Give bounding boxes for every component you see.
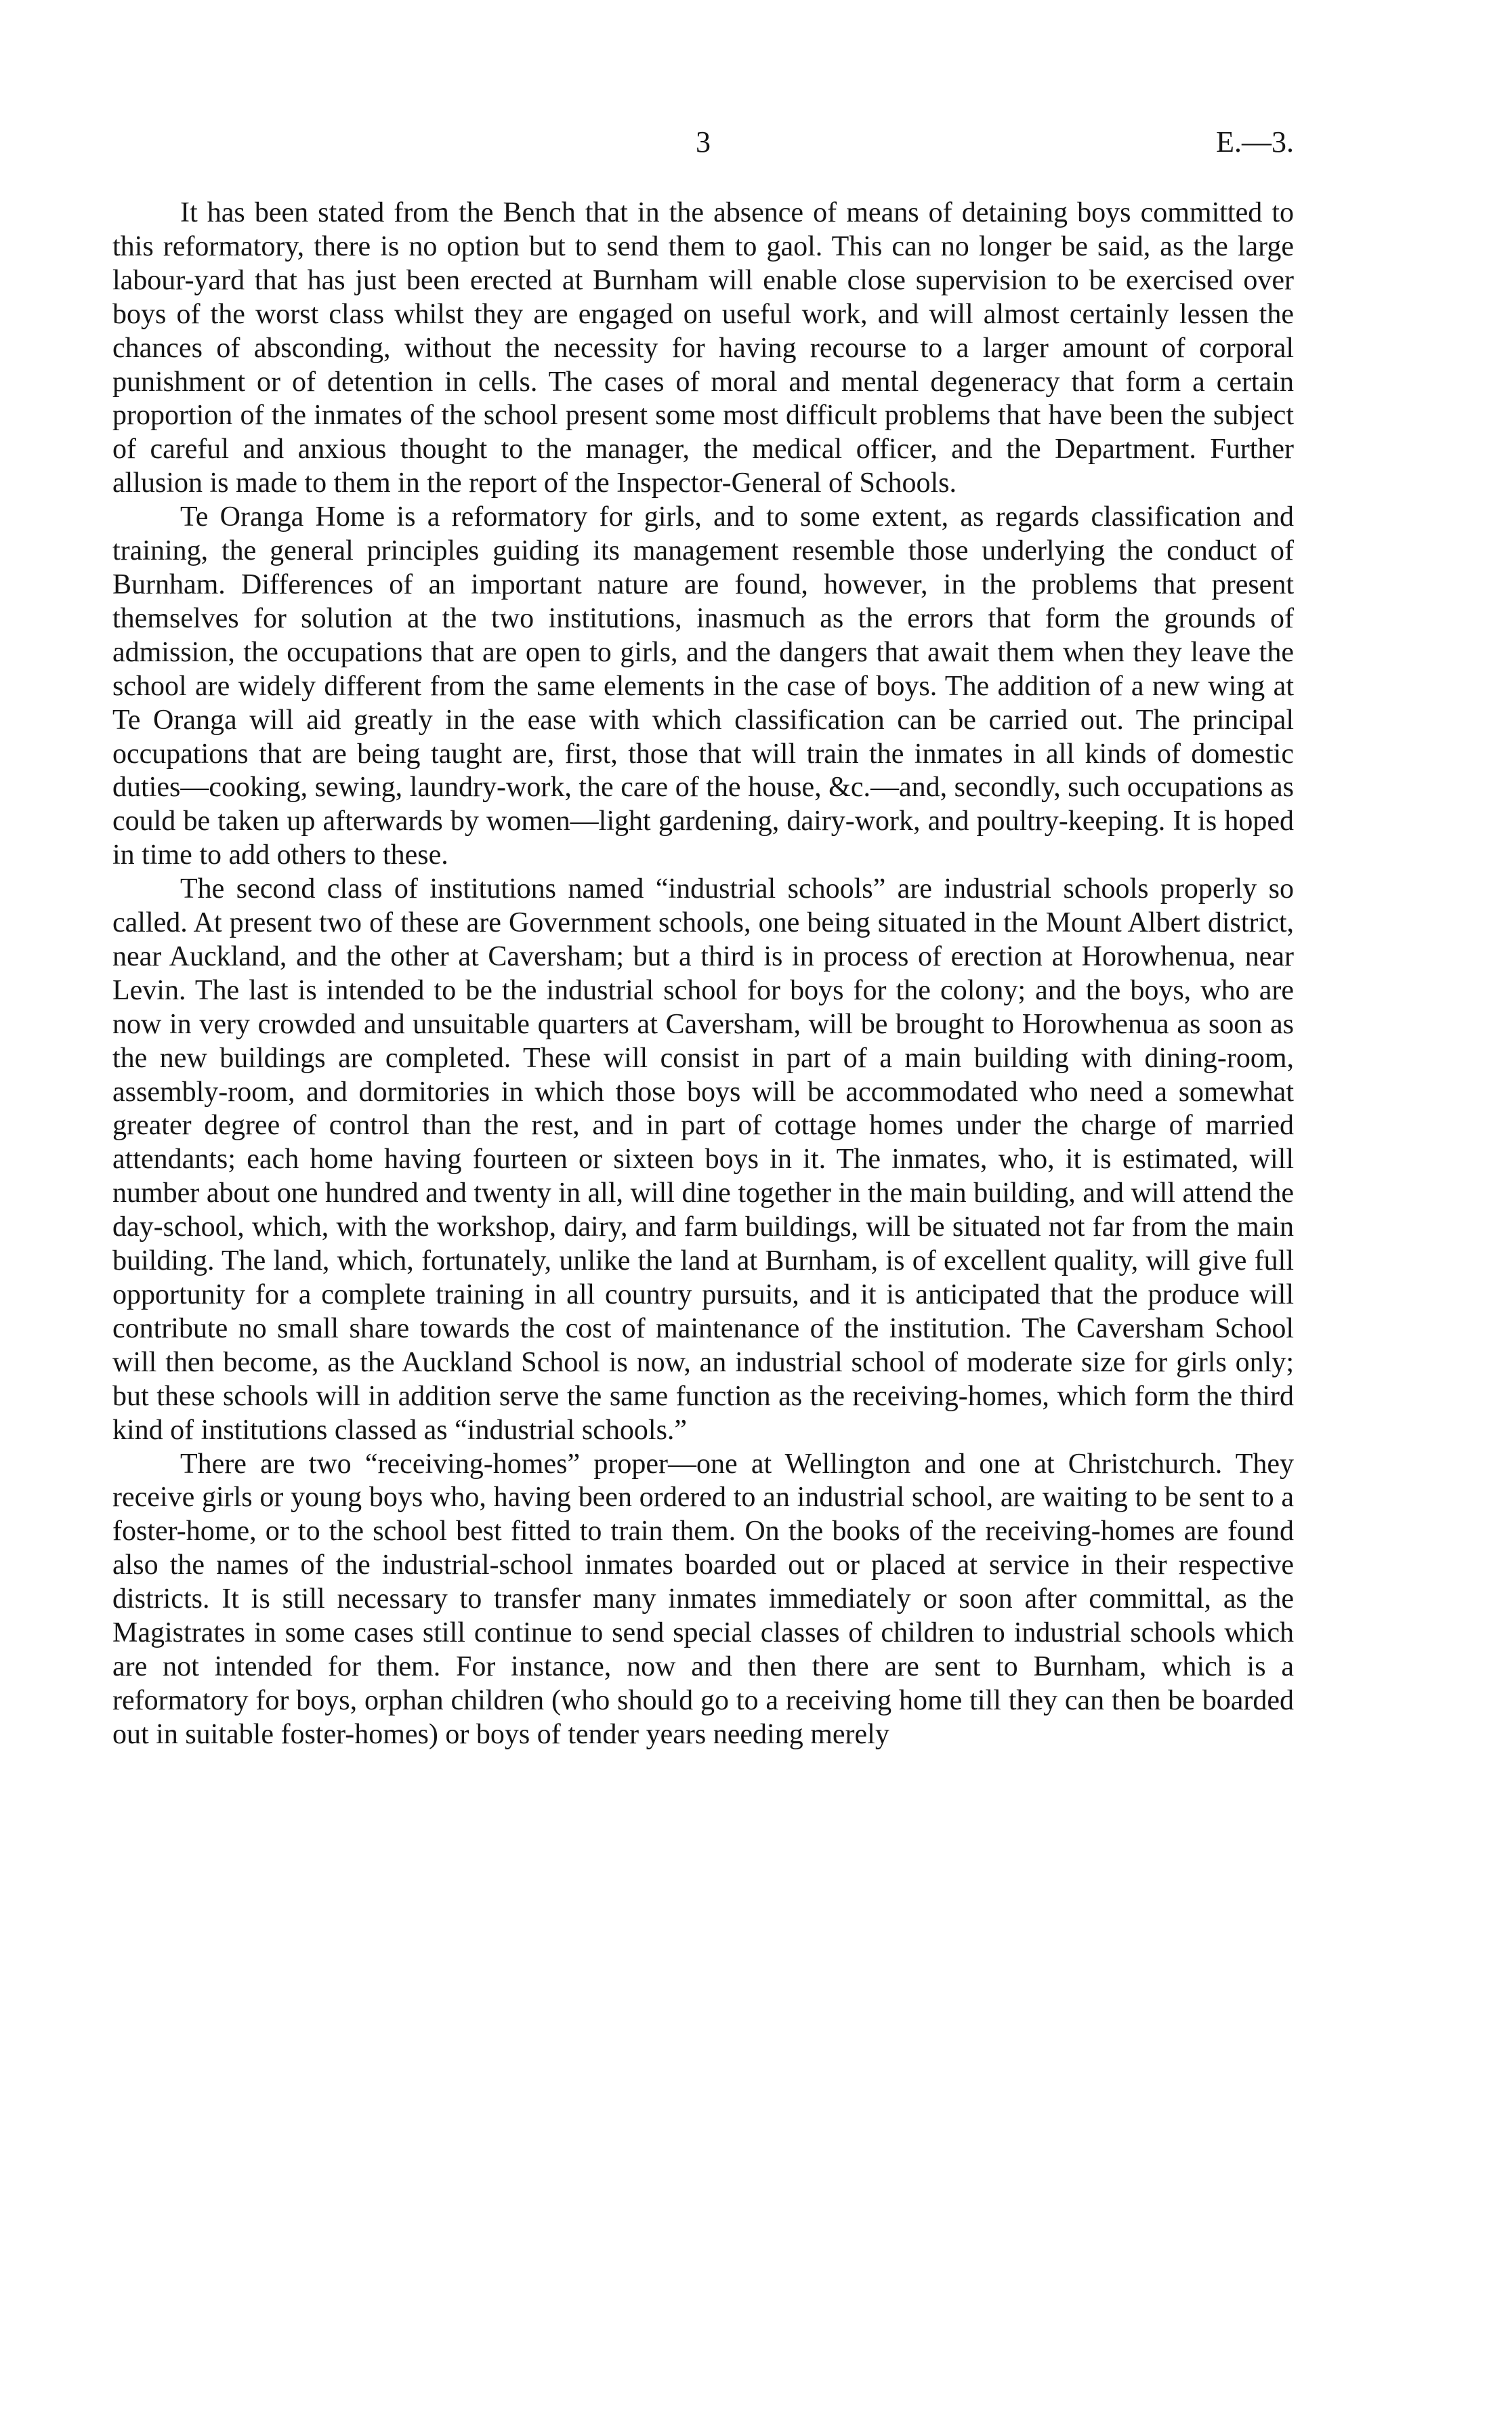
paragraph-burnham-labour-yard: It has been stated from the Bench that in the absence of means of detaining boys committed to this reformatory, there is no option but to send them to gaol. This can no longer be said, as the large labour-yard that has just been erected at Burnham will enable close supervision to be exercised over boys of the worst class whilst they are engaged on useful work, and will almost certainly lessen the chances of absconding, without the necessity for having recourse to a larger amount of corporal punishment or of detention in cells. The cases of moral and mental degeneracy that form a certain proportion of the inmates of the school present some most difficult problems that have been the subject of careful and anxious thought to the manager, the medical officer, and the Department. Further allusion is made to them in the report of the Inspector-General of Schools.: [112, 197, 1294, 499]
page-header: [112, 122, 1294, 169]
body-text: [112, 196, 1294, 1752]
paragraph-te-oranga-home: Te Oranga Home is a reformatory for girls, and to some extent, as regards classification and training, the general principles guiding its management resemble those underlying the conduct of Burnham. Differences of an important nature are found, however, in the problems that present themselves for solution at the two institutions, inasmuch as the errors that form the grounds of admission, the occupations that are open to girls, and the dangers that await them when they leave the school are widely different from the same elements in the case of boys. The addition of a new wing at Te Oranga will aid greatly in the ease with which classification can be carried out. The principal occupations that are being taught are, first, those that will train the inmates in all kinds of domestic duties—cooking, sewing, laundry-work, the care of the house, &c.—and, secondly, such occupations as could be taken up afterwards by women—light gardening, dairy-work, and poultry-keeping. It is hoped in time to add others to these.: [112, 501, 1294, 871]
paragraph-industrial-schools: The second class of institutions named “industrial schools” are industrial schools properly so called. At present two of these are Government schools, one being situated in the Mount Albert district, near Auckland, and the other at Caversham; but a third is in process of erection at Horowhenua, near Levin. The last is intended to be the industrial school for boys for the colony; and the boys, who are now in very crowded and unsuitable quarters at Caversham, will be brought to Horowhenua as soon as the new buildings are completed. These will consist in part of a main building with dining-room, assembly-room, and dormitories in which those boys will be accommodated who need a somewhat greater degree of control than the rest, and in part of cottage homes under the charge of married attendants; each home having fourteen or sixteen boys in it. The inmates, who, it is estimated, will number about one hundred and twenty in all, will dine together in the main building, and will attend the day-school, which, with the workshop, dairy, and farm buildings, will be situated not far from the main building. The land, which, fortunately, unlike the land at Burnham, is of excellent quality, will give full opportunity for a complete training in all country pursuits, and it is anticipated that the produce will contribute no small share towards the cost of maintenance of the institution. The Caversham School will then become, as the Auckland School is now, an industrial school of moderate size for girls only; but these schools will in addition serve the same function as the receiving-homes, which form the third kind of institutions classed as “industrial schools.”: [112, 873, 1294, 1446]
paragraph-receiving-homes: There are two “receiving-homes” proper—one at Wellington and one at Christchurch. They receive girls or young boys who, having been ordered to an industrial school, are waiting to be sent to a foster-home, or to the school best fitted to train them. On the books of the receiving-homes are found also the names of the industrial-school inmates boarded out or placed at service in their respective districts. It is still necessary to transfer many inmates immediately or soon after committal, as the Magistrates in some cases still continue to send special classes of children to industrial schools which are not intended for them. For instance, now and then there are sent to Burnham, which is a reformatory for boys, orphan children (who should go to a receiving home till they can then be boarded out in suitable foster-homes) or boys of tender years needing merely: [112, 1448, 1294, 1750]
page-number: 3: [696, 125, 711, 159]
document-code: E.—3.: [1216, 125, 1294, 159]
